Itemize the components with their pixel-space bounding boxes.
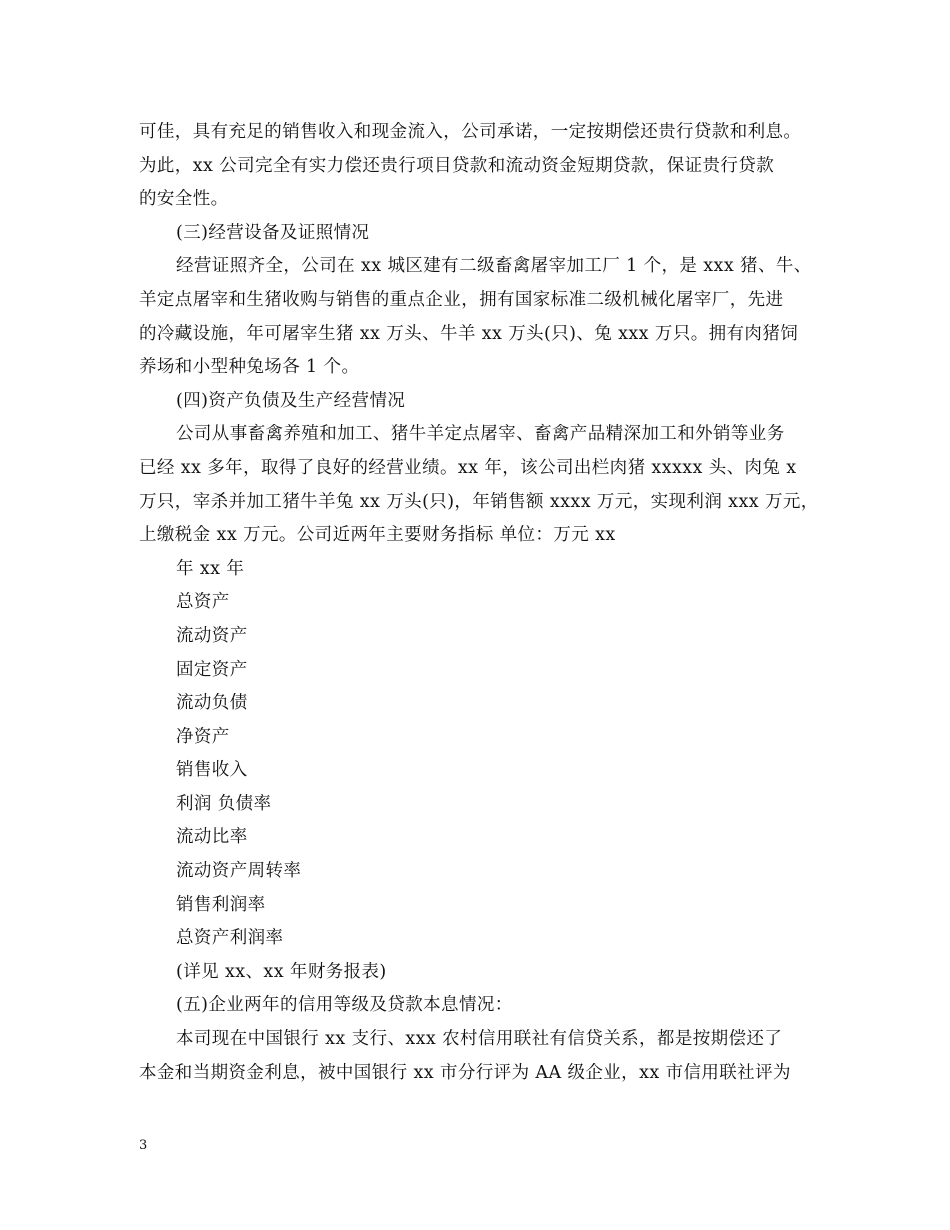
body-line: 本司现在中国银行 xx 支行、xxx 农村信用联社有信贷关系，都是按期偿还了 [176,1029,783,1050]
list-item: 净资产 [176,726,230,747]
section-heading: (三)经营设备及证照情况 [176,222,370,243]
section-heading: (四)资产负债及生产经营情况 [176,390,406,411]
list-item: 流动资产 [176,625,248,646]
body-line: 的安全性。 [139,189,229,210]
list-item: 固定资产 [176,659,248,680]
list-item: 利润 负债率 [176,793,272,814]
document-body [139,116,819,1090]
list-item: 总资产 [176,592,230,613]
body-line: 为此，xx 公司完全有实力偿还贵行项目贷款和流动资金短期贷款，保证贵行贷款 [139,155,775,176]
body-line: 公司从事畜禽养殖和加工、猪牛羊定点屠宰、畜禽产品精深加工和外销等业务 [176,424,785,445]
list-item: 销售收入 [176,760,248,781]
list-item: 流动比率 [176,827,248,848]
body-line: 经营证照齐全，公司在 xx 城区建有二级畜禽屠宰加工厂 1 个，是 xxx 猪、牛、 [176,256,812,277]
body-line: 的冷藏设施，年可屠宰生猪 xx 万头、牛羊 xx 万头(只)、兔 xxx 万只。拥有肉猪饲 [139,323,799,344]
list-item: 总资产利润率 [176,928,284,949]
body-line: 养场和小型种兔场各 1 个。 [139,357,360,378]
body-line: 羊定点屠宰和生猪收购与销售的重点企业，拥有国家标准二级机械化屠宰厂，先进 [139,289,784,310]
list-item: 流动资产周转率 [176,861,302,882]
list-item: (详见 xx、xx 年财务报表) [176,961,387,982]
body-line: 可佳，具有充足的销售收入和现金流入，公司承诺，一定按期偿还贵行贷款和利息。 [139,122,802,142]
page-number: 3 [139,1138,148,1153]
list-item: 流动负债 [176,693,248,714]
section-heading: (五)企业两年的信用等级及贷款本息情况： [176,995,513,1016]
list-item: 销售利润率 [176,894,266,915]
body-line: 万只，宰杀并加工猪牛羊兔 xx 万头(只)，年销售额 xxxx 万元，实现利润 xxx 万元， [139,491,819,512]
body-line: 已经 xx 多年，取得了良好的经营业绩。xx 年，该公司出栏肉猪 xxxxx 头、肉兔 x [139,457,797,478]
body-line: 本金和当期资金利息，被中国银行 xx 市分行评为 AA 级企业，xx 市信用联社评为 [139,1062,791,1083]
list-item: 年 xx 年 [176,558,245,579]
body-line: 上缴税金 xx 万元。公司近两年主要财务指标 单位：万元 xx [139,525,616,546]
